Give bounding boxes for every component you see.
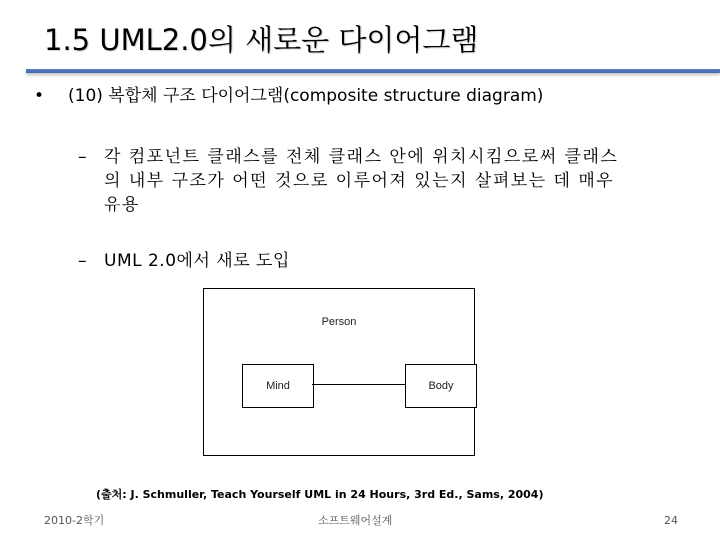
footer-course: 소프트웨어설계 bbox=[318, 514, 393, 527]
sub-item-1-line-2: 의 내부 구조가 어떤 것으로 이루어져 있는지 살펴보는 데 매우 bbox=[104, 171, 615, 191]
bullet-text: (10) 복합체 구조 다이어그램(composite structure diagram) bbox=[68, 86, 544, 106]
composite-structure-diagram bbox=[203, 288, 475, 456]
bullet-marker: • bbox=[34, 86, 45, 106]
page-title: 1.5 UML2.0의 새로운 다이어그램 bbox=[44, 23, 479, 57]
sub-item-2-line-1: UML 2.0에서 새로 도입 bbox=[104, 251, 290, 271]
person-class-box bbox=[203, 288, 475, 456]
footer-page-number: 24 bbox=[664, 514, 678, 527]
footer-term: 2010-2학기 bbox=[44, 514, 105, 527]
sub-item-1-marker: – bbox=[78, 147, 87, 167]
source-citation: (출처: J. Schmuller, Teach Yourself UML in 24 Hours, 3rd Ed., Sams, 2004) bbox=[96, 488, 544, 501]
sub-item-2-marker: – bbox=[78, 251, 87, 271]
sub-item-1-line-3: 유용 bbox=[104, 195, 140, 215]
title-underline bbox=[26, 69, 720, 73]
part-connector-line bbox=[312, 384, 405, 385]
body-part-box: Body bbox=[405, 364, 477, 408]
person-class-label: Person bbox=[321, 316, 357, 328]
sub-item-1-line-1: 각 컴포넌트 클래스를 전체 클래스 안에 위치시킴으로써 클래스 bbox=[104, 147, 619, 167]
mind-part-box: Mind bbox=[242, 364, 314, 408]
